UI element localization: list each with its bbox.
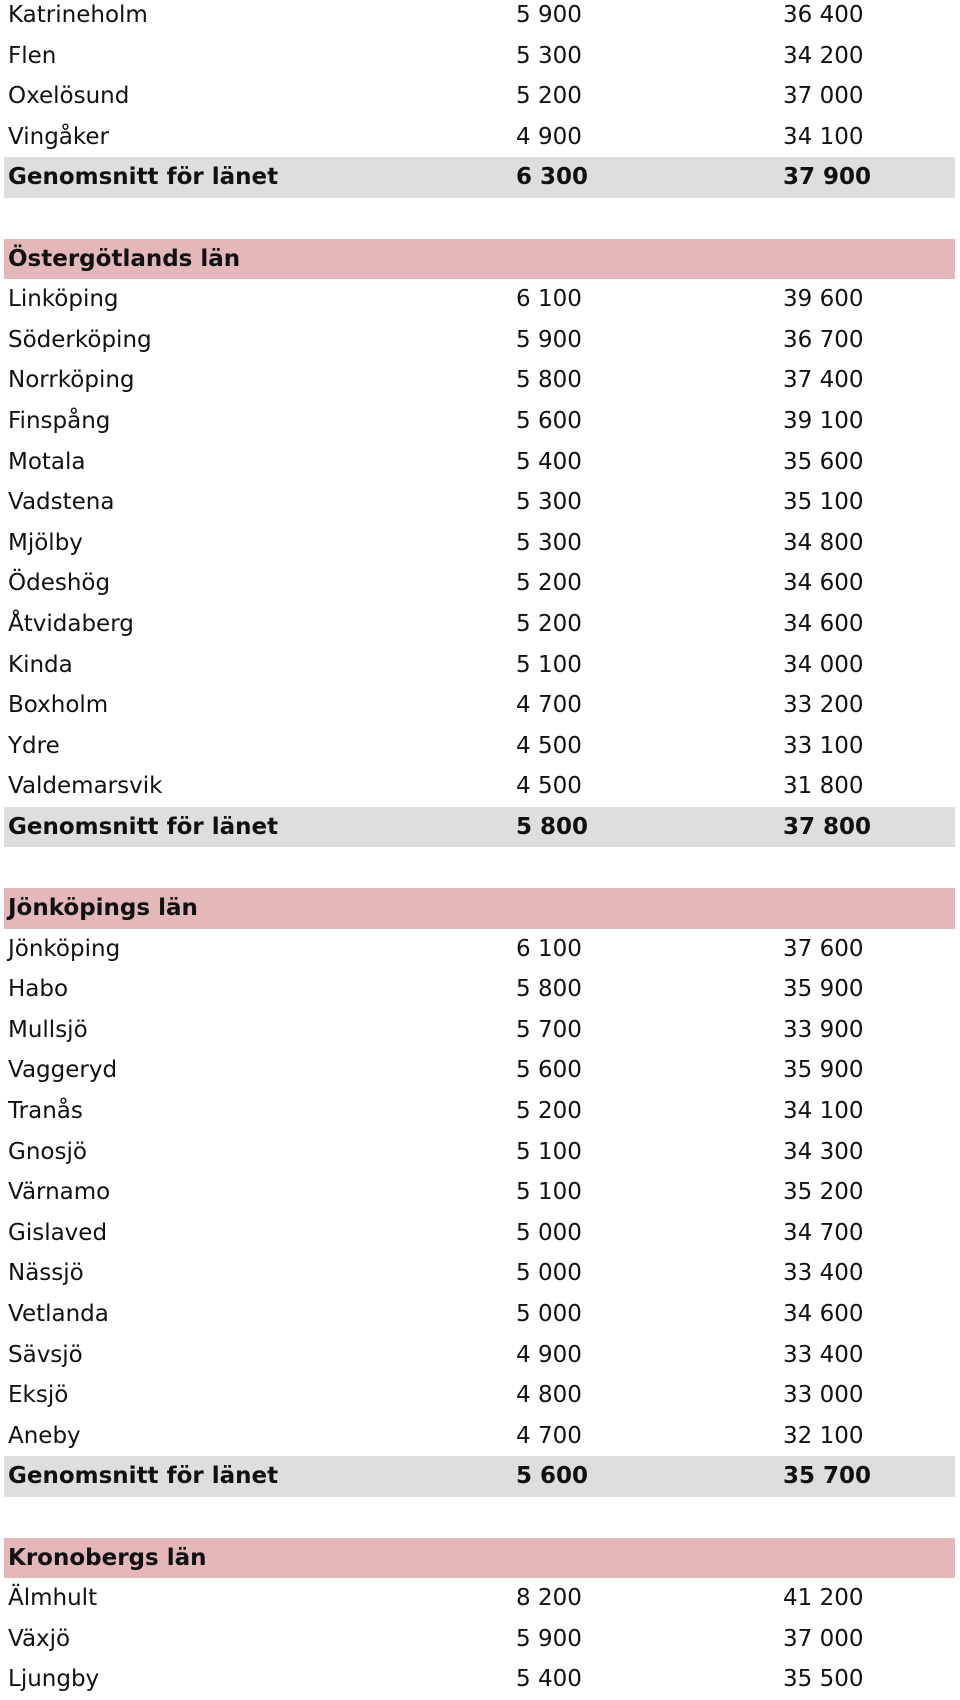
table-row <box>4 1253 955 1294</box>
municipality-name: Nässjö <box>8 1260 84 1287</box>
value-2: 33 400 <box>783 1341 864 1368</box>
county-name: Östergötlands län <box>8 245 241 272</box>
value-1: 5 000 <box>516 1219 582 1246</box>
municipality-name: Motala <box>8 448 86 475</box>
value-2: 35 600 <box>783 448 864 475</box>
value-1: 5 400 <box>516 1666 582 1693</box>
value-2: 34 200 <box>783 42 864 69</box>
value-2: 35 900 <box>783 976 864 1003</box>
average-value-2: 35 700 <box>783 1463 872 1490</box>
value-2: 35 500 <box>783 1666 864 1693</box>
municipality-name: Jönköping <box>8 935 121 962</box>
value-1: 5 100 <box>516 1179 582 1206</box>
municipality-name: Vadstena <box>8 489 115 516</box>
table-row <box>4 604 955 645</box>
value-2: 37 400 <box>783 367 864 394</box>
value-2: 37 000 <box>783 1625 864 1652</box>
table-row <box>4 1619 955 1660</box>
municipality-name: Aneby <box>8 1422 81 1449</box>
section-spacer <box>4 198 955 239</box>
value-2: 34 600 <box>783 610 864 637</box>
value-1: 5 100 <box>516 1138 582 1165</box>
value-2: 34 000 <box>783 651 864 678</box>
average-value-2: 37 900 <box>783 164 872 191</box>
municipality-name: Vaggeryd <box>8 1057 118 1084</box>
value-1: 5 100 <box>516 651 582 678</box>
value-1: 8 200 <box>516 1585 582 1612</box>
value-1: 5 200 <box>516 570 582 597</box>
value-2: 36 400 <box>783 2 864 28</box>
value-2: 34 700 <box>783 1219 864 1246</box>
municipality-name: Habo <box>8 976 69 1003</box>
value-1: 5 200 <box>516 1098 582 1125</box>
value-2: 37 600 <box>783 935 864 962</box>
value-2: 31 800 <box>783 773 864 800</box>
value-1: 5 700 <box>516 1016 582 1043</box>
municipality-name: Flen <box>8 42 57 69</box>
value-2: 32 100 <box>783 1422 864 1449</box>
table-row <box>4 360 955 401</box>
average-value-1: 5 800 <box>516 813 589 840</box>
municipality-name: Kinda <box>8 651 73 678</box>
table-row <box>4 320 955 361</box>
municipality-name: Ljungby <box>8 1666 100 1693</box>
county-header <box>4 239 955 280</box>
table-row <box>4 523 955 564</box>
section-spacer <box>4 1497 955 1538</box>
municipality-name: Katrineholm <box>8 2 148 28</box>
value-1: 4 900 <box>516 1341 582 1368</box>
value-1: 5 300 <box>516 42 582 69</box>
table-row <box>4 563 955 604</box>
county-name: Kronobergs län <box>8 1544 207 1571</box>
value-1: 5 900 <box>516 1625 582 1652</box>
municipality-name: Älmhult <box>8 1585 98 1612</box>
value-1: 5 900 <box>516 326 582 353</box>
table-row <box>4 117 955 158</box>
table-row <box>4 645 955 686</box>
value-1: 5 600 <box>516 1057 582 1084</box>
table-row <box>4 1375 955 1416</box>
municipality-name: Gislaved <box>8 1219 108 1246</box>
value-1: 4 900 <box>516 123 582 150</box>
municipality-name: Mjölby <box>8 529 83 556</box>
value-1: 4 500 <box>516 773 582 800</box>
municipality-name: Finspång <box>8 407 111 434</box>
value-2: 33 200 <box>783 692 864 719</box>
table-row <box>4 1578 955 1619</box>
value-1: 5 800 <box>516 976 582 1003</box>
municipality-name: Ödeshög <box>8 570 111 597</box>
table-row <box>4 929 955 970</box>
value-2: 33 100 <box>783 732 864 759</box>
table-row <box>4 685 955 726</box>
table-row <box>4 1050 955 1091</box>
table-row <box>4 1172 955 1213</box>
value-2: 39 600 <box>783 286 864 313</box>
value-2: 34 300 <box>783 1138 864 1165</box>
municipality-name: Värnamo <box>8 1179 111 1206</box>
table-row <box>4 1416 955 1457</box>
municipality-name: Vingåker <box>8 123 109 150</box>
value-1: 5 200 <box>516 610 582 637</box>
county-name: Jönköpings län <box>8 895 198 922</box>
table-row <box>4 36 955 77</box>
municipality-name: Boxholm <box>8 692 109 719</box>
value-1: 5 600 <box>516 407 582 434</box>
county-average-row <box>4 1456 955 1497</box>
value-2: 34 600 <box>783 1301 864 1327</box>
table-row <box>4 969 955 1010</box>
value-1: 4 500 <box>516 732 582 759</box>
value-2: 33 900 <box>783 1016 864 1043</box>
municipality-name: Söderköping <box>8 326 152 353</box>
value-1: 5 300 <box>516 489 582 516</box>
table-row <box>4 0 955 36</box>
average-value-1: 5 600 <box>516 1463 589 1490</box>
average-label: Genomsnitt för länet <box>8 1463 279 1490</box>
municipality-name: Tranås <box>8 1098 83 1125</box>
municipality-name: Eksjö <box>8 1382 69 1409</box>
municipality-name: Växjö <box>8 1625 71 1652</box>
average-value-2: 37 800 <box>783 813 872 840</box>
table-row <box>4 1294 955 1335</box>
value-1: 5 200 <box>516 83 582 110</box>
table-row <box>4 401 955 442</box>
value-2: 35 900 <box>783 1057 864 1084</box>
municipality-name: Linköping <box>8 286 119 313</box>
municipality-name: Mullsjö <box>8 1016 88 1043</box>
value-2: 33 400 <box>783 1260 864 1287</box>
value-1: 4 700 <box>516 692 582 719</box>
value-1: 5 000 <box>516 1301 582 1327</box>
value-1: 5 400 <box>516 448 582 475</box>
municipality-name: Valdemarsvik <box>8 773 163 800</box>
municipality-name: Åtvidaberg <box>8 610 134 637</box>
table-row <box>4 279 955 320</box>
section-spacer <box>4 847 955 888</box>
county-header <box>4 888 955 929</box>
average-label: Genomsnitt för länet <box>8 164 279 191</box>
municipality-name: Vetlanda <box>8 1301 109 1327</box>
table-row <box>4 1335 955 1376</box>
table-row <box>4 1091 955 1132</box>
county-average-row <box>4 157 955 198</box>
value-2: 37 000 <box>783 83 864 110</box>
table-row <box>4 1132 955 1173</box>
municipality-name: Norrköping <box>8 367 135 394</box>
value-2: 39 100 <box>783 407 864 434</box>
table-row <box>4 76 955 117</box>
table-row <box>4 766 955 807</box>
value-1: 6 100 <box>516 935 582 962</box>
value-2: 34 100 <box>783 1098 864 1125</box>
table-row <box>4 1213 955 1254</box>
municipality-name: Oxelösund <box>8 83 130 110</box>
value-2: 36 700 <box>783 326 864 353</box>
county-average-row <box>4 807 955 848</box>
value-2: 41 200 <box>783 1585 864 1612</box>
average-value-1: 6 300 <box>516 164 589 191</box>
value-1: 6 100 <box>516 286 582 313</box>
table-row <box>4 482 955 523</box>
value-2: 35 100 <box>783 489 864 516</box>
value-2: 34 600 <box>783 570 864 597</box>
value-2: 33 000 <box>783 1382 864 1409</box>
value-2: 34 100 <box>783 123 864 150</box>
table-row <box>4 1010 955 1051</box>
value-2: 34 800 <box>783 529 864 556</box>
value-2: 35 200 <box>783 1179 864 1206</box>
county-header <box>4 1538 955 1579</box>
municipality-name: Ydre <box>8 732 60 759</box>
municipality-name: Sävsjö <box>8 1341 83 1368</box>
table-row <box>4 442 955 483</box>
value-1: 4 800 <box>516 1382 582 1409</box>
average-label: Genomsnitt för länet <box>8 813 279 840</box>
value-1: 5 300 <box>516 529 582 556</box>
municipality-name: Gnosjö <box>8 1138 87 1165</box>
value-1: 5 800 <box>516 367 582 394</box>
table-row <box>4 726 955 767</box>
value-1: 5 900 <box>516 2 582 28</box>
municipality-table <box>4 0 955 1700</box>
value-1: 5 000 <box>516 1260 582 1287</box>
value-1: 4 700 <box>516 1422 582 1449</box>
